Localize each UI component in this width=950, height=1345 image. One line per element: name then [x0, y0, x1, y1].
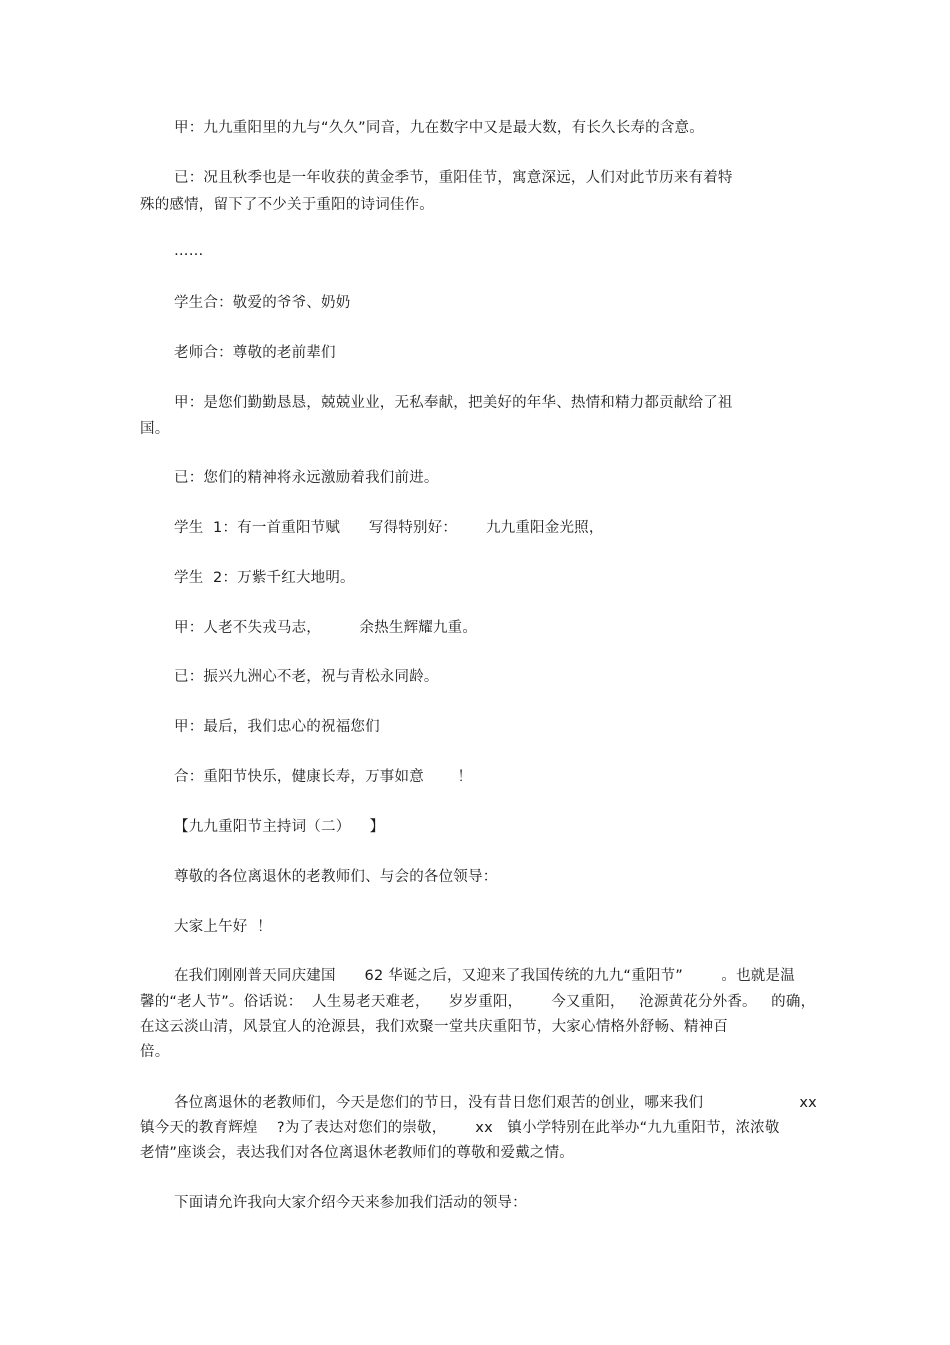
- ellipsis: ……: [174, 243, 204, 259]
- paragraph-line: 在这云淡山清，风景宜人的沧源县，我们欢聚一堂共庆重阳节，大家心情格外舒畅、精神百: [140, 1019, 728, 1035]
- greeting-line: 尊敬的各位离退休的老教师们、与会的各位领导：: [174, 869, 498, 885]
- dialogue-line-continued: 国。: [140, 421, 170, 437]
- dialogue-line: 甲：最后，我们忠心的祝福您们: [174, 719, 380, 735]
- dialogue-line: 已：您们的精神将永远激励着我们前进。: [174, 470, 439, 486]
- dialogue-line: 甲：九九重阳里的九与“久久”同音，九在数字中又是最大数，有长久长寿的含意。: [174, 120, 704, 136]
- greeting-line: 大家上午好 ！: [174, 919, 272, 935]
- paragraph-line: 下面请允许我向大家介绍今天来参加我们活动的领导：: [174, 1195, 527, 1211]
- dialogue-line: 甲：人老不失戎马志， 余热生辉耀九重。: [174, 620, 478, 636]
- paragraph-line: 各位离退休的老教师们，今天是您们的节日，没有昔日您们艰苦的创业，哪来我们 xx: [174, 1095, 817, 1111]
- dialogue-line: 合：重阳节快乐，健康长寿，万事如意 ！: [174, 769, 473, 785]
- dialogue-line-continued: 殊的感情，留下了不少关于重阳的诗词佳作。: [140, 197, 434, 213]
- paragraph-line: 镇今天的教育辉煌 ?为了表达对您们的崇敬， xx 镇小学特别在此举办“九九重阳节，浓浓敬: [140, 1120, 780, 1136]
- dialogue-line: 学生 1：有一首重阳节赋 写得特别好： 九九重阳金光照，: [174, 520, 604, 536]
- section-heading: 【九九重阳节主持词（二） 】: [174, 819, 385, 835]
- dialogue-line: 学生 2：万紫千红大地明。: [174, 570, 355, 586]
- paragraph-line: 馨的“老人节”。俗话说： 人生易老天难老， 岁岁重阳， 今又重阳， 沧源黄花分外香。 的确，: [140, 994, 816, 1010]
- dialogue-line: 已：振兴九洲心不老，祝与青松永同龄。: [174, 669, 439, 685]
- paragraph-line: 在我们刚刚普天同庆建国 62 华诞之后，又迎来了我国传统的九九“重阳节” 。也就是温: [174, 968, 795, 984]
- dialogue-line: 老师合：尊敬的老前辈们: [174, 345, 336, 361]
- paragraph-line: 老情”座谈会，表达我们对各位离退休老教师们的尊敬和爱戴之情。: [140, 1145, 575, 1161]
- dialogue-line: 甲：是您们勤勤恳恳，兢兢业业，无私奉献，把美好的年华、热情和精力都贡献给了祖: [174, 395, 733, 411]
- dialogue-line: 已：况且秋季也是一年收获的黄金季节，重阳佳节，寓意深远，人们对此节历来有着特: [174, 170, 733, 186]
- dialogue-line: 学生合：敬爱的爷爷、奶奶: [174, 295, 351, 311]
- paragraph-line: 倍。: [140, 1044, 170, 1060]
